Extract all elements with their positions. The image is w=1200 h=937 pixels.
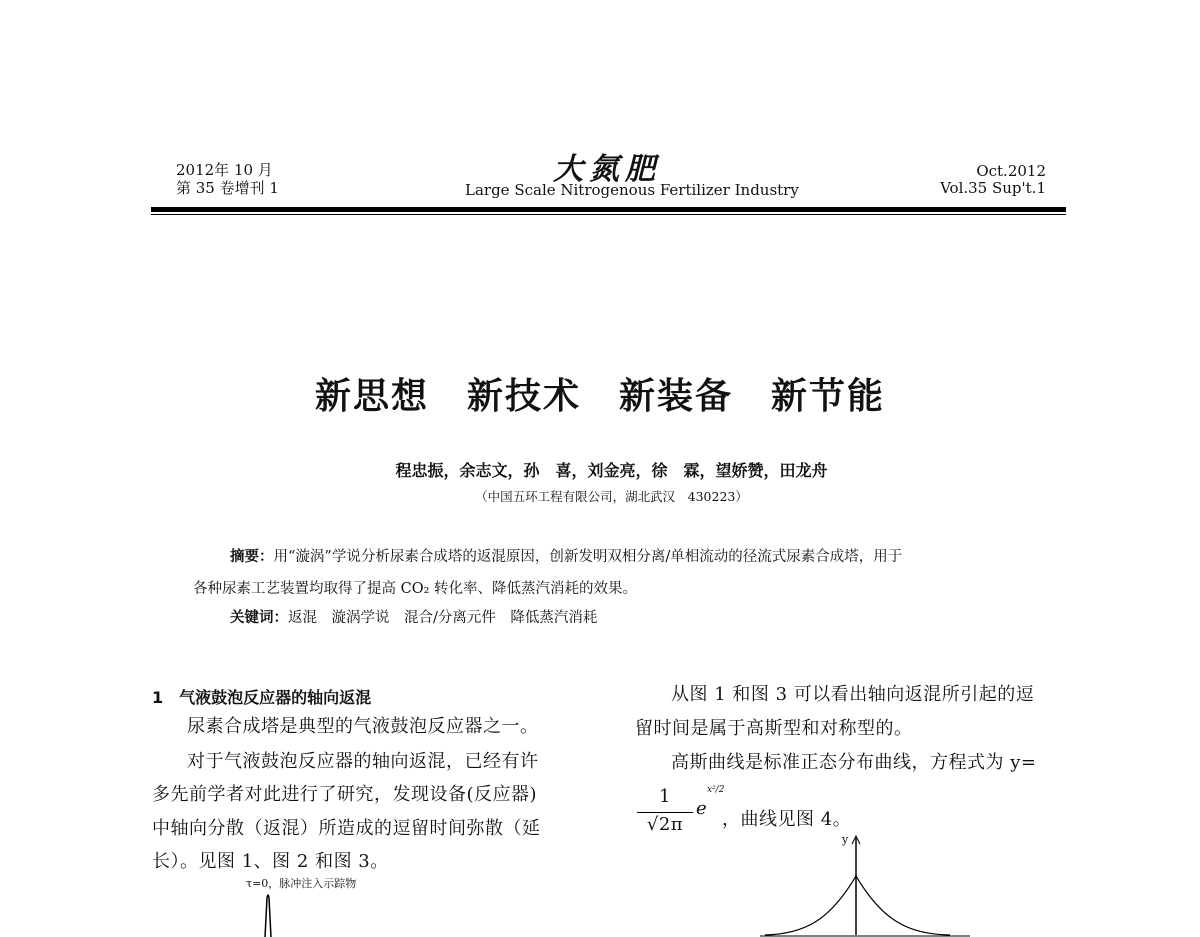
formula-numerator: 1	[659, 786, 671, 807]
journal-logo: 大氮肥	[553, 152, 661, 187]
left-paragraph-2-line-4: 长）。见图 1、图 2 和图 3。	[152, 851, 389, 872]
right-paragraph-1-line-1: 从图 1 和图 3 可以看出轴向返混所引起的逗	[671, 684, 1035, 705]
abstract-text-1: 用“漩涡”学说分析尿素合成塔的返混原因，创新发明双相分离/单相流动的径流式尿素合成塔，用于	[273, 549, 903, 565]
formula-base: e	[696, 798, 708, 819]
section-heading-1: 1 气液鼓泡反应器的轴向返混	[152, 688, 372, 707]
formula-tail: ，曲线见图 4。	[722, 809, 852, 830]
left-paragraph-2-line-1: 对于气液鼓泡反应器的轴向返混，已经有许	[187, 751, 539, 772]
right-paragraph-1-line-2: 留时间是属于高斯型和对称型的。	[635, 718, 913, 739]
figure-4-gaussian	[760, 830, 980, 937]
keywords-label: 关键词：	[230, 610, 288, 626]
header-rule-thin	[151, 214, 1066, 215]
abstract-label: 摘要：	[230, 549, 274, 565]
journal-english-name: Large Scale Nitrogenous Fertilizer Industry	[465, 181, 799, 199]
article-title: 新思想 新技术 新装备 新节能	[314, 376, 885, 417]
affiliation: （中国五环工程有限公司，湖北武汉 430223）	[475, 489, 748, 504]
left-paragraph-2-line-2: 多先前学者对此进行了研究，发现设备(反应器)	[152, 784, 538, 805]
keywords-text: 返混 漩涡学说 混合/分离元件 降低蒸汽消耗	[288, 610, 598, 626]
volume-info-en: Vol.35 Sup't.1	[940, 179, 1046, 197]
header-rule-thick	[151, 207, 1066, 212]
gaussian-curve	[765, 876, 950, 935]
formula-exponent: x²/2	[707, 785, 725, 795]
keywords-line	[230, 606, 597, 627]
figure-1-pulse	[255, 890, 285, 937]
authors: 程忠振，余志文，孙 喜，刘金亮，徐 霖，望娇赞，田龙舟	[395, 461, 828, 480]
volume-info: 第 35 卷增刊 1	[176, 179, 279, 197]
issue-date: 2012年 10 月	[176, 161, 273, 179]
figure-1-label: τ=0，脉冲注入示踪物	[246, 877, 357, 890]
abstract-line-2: 各种尿素工艺装置均取得了提高 CO₂ 转化率、降低蒸汽消耗的效果。	[193, 581, 638, 597]
right-paragraph-2-line-1: 高斯曲线是标准正态分布曲线，方程式为 y=	[671, 752, 1037, 773]
issue-date-en: Oct.2012	[976, 162, 1046, 180]
figure-4-y-label: y	[842, 833, 849, 846]
left-paragraph-1: 尿素合成塔是典型的气液鼓泡反应器之一。	[187, 716, 539, 737]
abstract-line-1	[230, 545, 902, 566]
pulse-curve	[265, 895, 271, 937]
formula-denominator: √2π	[646, 814, 684, 835]
formula-fraction-bar	[637, 812, 693, 813]
left-paragraph-2-line-3: 中轴向分散（返混）所造成的逗留时间弥散（延	[152, 818, 541, 839]
